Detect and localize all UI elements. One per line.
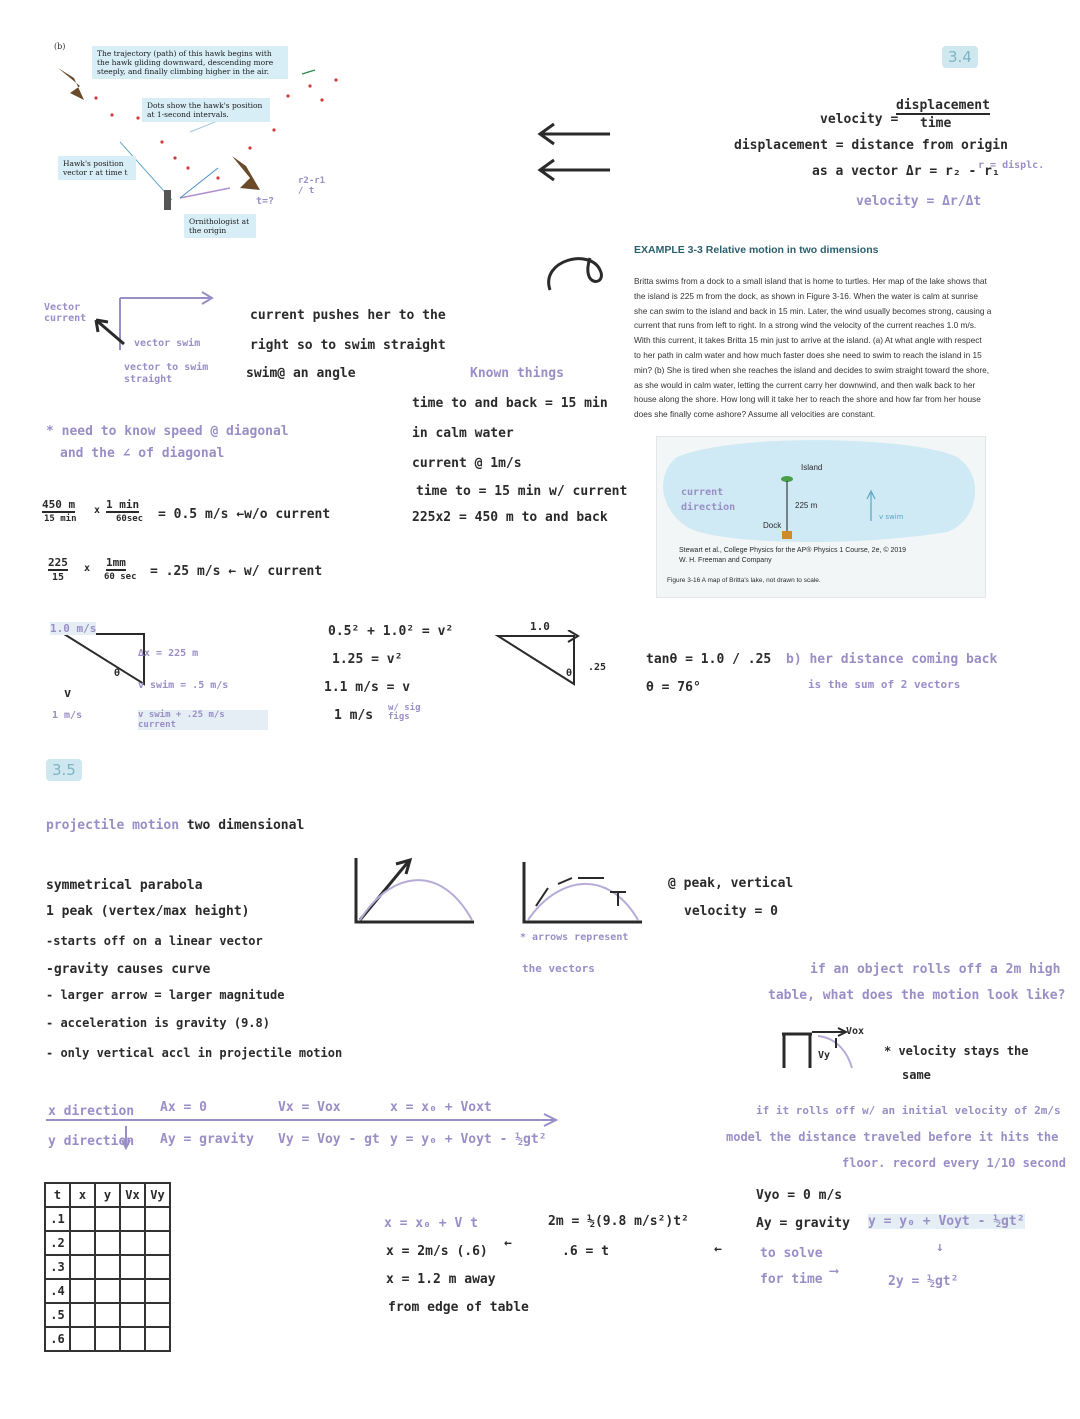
hawk-icon-left — [58, 68, 84, 100]
vector-delta-r: as a vector Δr = r₂ - r₁ — [812, 164, 1000, 179]
hawk-icon-middle — [232, 156, 260, 190]
arrows-note-1: * arrows represent — [520, 932, 629, 943]
bullet-3: -starts off on a linear vector — [46, 934, 263, 948]
pythag-line-1: 0.5² + 1.0² = v² — [328, 624, 454, 639]
vector-swim-label: vector swim — [134, 338, 201, 349]
header-cell: Vx — [120, 1183, 145, 1207]
velocity-label: velocity = — [820, 112, 899, 127]
parabola-sketch-2 — [518, 858, 648, 928]
tri1-vsc: v swim + .25 m/s current — [138, 710, 268, 730]
current-push-line-2: right so to swim straight — [250, 338, 446, 353]
vector-straight-label: vector to swim straight — [124, 362, 209, 385]
caption-dots: Dots show the hawk's position at 1-second intervals. — [142, 98, 270, 122]
arrow-left-1: ← — [504, 1236, 512, 1251]
given-2: Ay = gravity — [756, 1216, 850, 1231]
vy-label: Vy — [818, 1050, 831, 1061]
fig-credit-1: Stewart et al., College Physics for the AP® Physics 1 Course, 2e, © 2019 — [679, 547, 907, 554]
connector-arrows — [530, 120, 620, 300]
bullet-1: symmetrical parabola — [46, 878, 203, 893]
fig-dock-label: Dock — [763, 521, 782, 530]
tri2-theta: θ — [566, 668, 573, 679]
given-5: y = y₀ + Voyt - ½gt² — [868, 1214, 1025, 1229]
example-title: EXAMPLE 3-3 Relative motion in two dimensions — [634, 244, 879, 256]
x-direction: x direction — [48, 1104, 135, 1119]
example-line: as she would in calm water, letting the current carry her downwind, and then walk back to her — [634, 379, 976, 390]
table-row — [45, 1231, 170, 1255]
peak-note-2: velocity = 0 — [684, 904, 778, 919]
tri2-top: 1.0 — [530, 620, 550, 633]
time-cell: .2 — [45, 1231, 70, 1255]
parabola-sketch-1 — [350, 852, 480, 932]
part-b-line-1: b) her distance coming back — [786, 652, 998, 667]
fig-distance-label: 225 m — [795, 501, 818, 510]
angle-line-2: θ = 76° — [646, 680, 701, 695]
velocity-same-1: * velocity stays the — [884, 1044, 1029, 1058]
given-6: 2y = ½gt² — [888, 1274, 959, 1289]
example-line: to her path in calm water and how much faster does she need to swim to reach the island in 15 — [634, 349, 982, 360]
example-line: min? (b) She is tired when she reaches the island and decides to swim straight toward the shore, — [634, 364, 990, 375]
ornithologist-icon — [164, 190, 171, 210]
calc2-num: 225 — [48, 556, 68, 569]
table-row — [45, 1279, 170, 1303]
time-cell: .5 — [45, 1303, 70, 1327]
dock-icon — [782, 531, 792, 539]
panel-label: (b) — [54, 42, 66, 51]
tri2-side: .25 — [588, 662, 607, 673]
known-line-4: time to = 15 min w/ current — [416, 484, 628, 499]
arrow-right: ⟶ — [830, 1264, 838, 1279]
heading-purple: projectile motion — [46, 818, 180, 833]
current-push-line-1: current pushes her to the — [250, 308, 446, 323]
tri1-top: 1.0 m/s — [50, 622, 97, 635]
header-cell: Vy — [145, 1183, 170, 1207]
section-badge-3-5: 3.5 — [46, 759, 82, 781]
solve-line-2: x = 2m/s (.6) — [386, 1244, 488, 1259]
example-line: Britta swims from a dock to a small island that is home to turtles. Her map of the lake shows that — [634, 276, 987, 286]
calc2-den: 15 — [52, 572, 65, 583]
pythag-note: w/ sig figs — [388, 703, 421, 722]
calc1-den: 15 min — [44, 514, 77, 524]
example-line: does she finally come ashore? Assume all velocities are constant. — [634, 409, 876, 420]
example-line: house along the shore. How long will it take her to reach the shore and how far from her house — [634, 394, 981, 405]
table-question-2: table, what does the motion look like? — [768, 988, 1066, 1003]
curl-arrow-icon — [549, 258, 602, 290]
known-line-3: current @ 1m/s — [412, 456, 522, 471]
bullet-7: - only vertical accl in projectile motion — [46, 1046, 343, 1060]
y-eq: y = y₀ + Voyt - ½gt² — [390, 1132, 547, 1147]
bullet-2: 1 peak (vertex/max height) — [46, 904, 250, 919]
tri1-dx: Δx = 225 m — [138, 648, 199, 659]
calc1-mul: x — [94, 505, 101, 516]
table-row — [45, 1207, 170, 1231]
tri1-v: v — [64, 686, 72, 700]
angle-line-1: tanθ = 1.0 / .25 — [646, 652, 772, 667]
triangle2-diagram — [494, 630, 607, 690]
y-direction: y direction — [48, 1134, 135, 1149]
lake-figure — [656, 436, 986, 598]
caption-position-vector: Hawk's position vector r at time t — [58, 156, 136, 180]
fig-island-label: Island — [801, 463, 823, 472]
velocity-denominator: time — [920, 116, 952, 131]
solve-line-1: x = x₀ + V t — [384, 1216, 478, 1231]
calc1-num2: 1 min — [106, 498, 140, 511]
x-eq: x = x₀ + Voxt — [390, 1100, 492, 1115]
velocity-numerator: displacement — [896, 98, 990, 113]
solve-eq-1: 2m = ½(9.8 m/s²)t² — [548, 1214, 689, 1229]
velocity-same-2: same — [902, 1068, 931, 1082]
arrow-down: ↓ — [936, 1240, 944, 1255]
example-body — [634, 274, 1014, 422]
vx-eq: Vx = Vox — [278, 1100, 341, 1115]
velocity-dr-dt: velocity = Δr/Δt — [856, 194, 982, 209]
hawk-figure — [40, 38, 340, 248]
need-to-know-1: * need to know speed @ diagonal — [46, 424, 289, 439]
model-line-2: model the distance traveled before it hits the — [726, 1130, 1059, 1144]
known-things-title: Known things — [470, 366, 564, 381]
fig-caption: Figure 3-16 A map of Britta's lake, not drawn to scale. — [667, 577, 821, 584]
need-to-know-2: and the ∠ of diagonal — [60, 446, 225, 461]
arrows-note-2: the vectors — [522, 962, 595, 975]
tri1-left: 1 m/s — [52, 710, 83, 721]
calc2-den2: 60 sec — [104, 572, 137, 582]
calc1-den2: 60sec — [116, 514, 144, 524]
ay-eq: Ay = gravity — [160, 1132, 254, 1147]
current-push-line-3: swim@ an angle — [246, 366, 356, 381]
model-line-3: floor. record every 1/10 second — [842, 1156, 1066, 1170]
vox-label: Vox — [846, 1026, 865, 1037]
given-3: to solve — [760, 1246, 823, 1261]
bullet-6: - acceleration is gravity (9.8) — [46, 1016, 270, 1030]
solve-line-4: from edge of table — [388, 1300, 529, 1315]
data-table — [44, 1182, 171, 1352]
known-line-5: 225x2 = 450 m to and back — [412, 510, 608, 525]
table-row — [45, 1303, 170, 1327]
pythag-line-4: 1 m/s — [334, 708, 374, 723]
calc1-num: 450 m — [42, 498, 76, 511]
caption-trajectory: The trajectory (path) of this hawk begins with the hawk gliding downward, descending more steeply, and finally climbing higher in the air. — [92, 46, 288, 79]
displacement-definition: displacement = distance from origin — [734, 138, 1008, 153]
section-badge-3-4: 3.4 — [942, 46, 978, 68]
given-1: Vyo = 0 m/s — [756, 1188, 843, 1203]
table-header-row — [45, 1183, 170, 1207]
table-row — [45, 1327, 170, 1351]
time-cell: .6 — [45, 1327, 70, 1351]
known-line-1: time to and back = 15 min — [412, 396, 608, 411]
peak-note-1: @ peak, vertical — [668, 876, 794, 891]
pythag-line-3: 1.1 m/s = v — [324, 680, 411, 695]
fig-credit-2: W. H. Freeman and Company — [679, 557, 772, 564]
known-line-2: in calm water — [412, 426, 514, 441]
bullet-4: -gravity causes curve — [46, 962, 211, 977]
solve-eq-2: .6 = t — [562, 1244, 609, 1259]
note-frac: r2-r1 / t — [298, 176, 326, 196]
calc1-result: = 0.5 m/s ←w/o current — [158, 507, 331, 522]
tri1-vswim: v swim = .5 m/s — [138, 680, 229, 691]
calc2-mul: x — [84, 563, 91, 574]
displacement-side-note: r = displc. — [978, 160, 1045, 171]
fig-current-direction: current direction — [681, 487, 736, 513]
table-question-1: if an object rolls off a 2m high — [810, 962, 1061, 977]
model-line-1: if it rolls off w/ an initial velocity of 2m/s — [756, 1104, 1061, 1117]
projectile-heading — [46, 818, 304, 833]
fig-vswim-label: v swim — [879, 513, 904, 521]
solve-line-3: x = 1.2 m away — [386, 1272, 496, 1287]
table-row — [45, 1255, 170, 1279]
arrow-left-icon — [540, 124, 610, 180]
example-line: current that runs from left to right. In a strong wind the velocity of the current reaches 1.0 m/s. — [634, 320, 977, 331]
caption-origin: Ornithologist at the origin — [184, 214, 256, 238]
header-cell: y — [95, 1183, 120, 1207]
arrow-left-2: ← — [714, 1242, 722, 1257]
pythag-line-2: 1.25 = v² — [332, 652, 403, 667]
vector-sketch — [90, 290, 220, 360]
bullet-5: - larger arrow = larger magnitude — [46, 988, 285, 1002]
calc2-num2: 1mm — [106, 556, 126, 569]
part-b-line-2: is the sum of 2 vectors — [808, 678, 961, 691]
header-cell: t — [45, 1183, 70, 1207]
time-cell: .1 — [45, 1207, 70, 1231]
example-line: the island is 225 m from the dock, as shown in Figure 3-16. When the water is calm at sunrise — [634, 290, 979, 301]
vector-current-label: Vector current — [44, 302, 87, 324]
example-line: she can swim to the island and back in 15 min. Later, the wind usually becomes strong, causing a — [634, 305, 992, 316]
header-cell: x — [70, 1183, 95, 1207]
time-cell: .3 — [45, 1255, 70, 1279]
vy-eq: Vy = Voy - gt — [278, 1132, 380, 1147]
given-4: for time — [760, 1272, 823, 1287]
example-line: With this current, it takes Britta 15 min just to arrive at the island. (a) At what angle with respect — [634, 335, 982, 346]
note-t: t=? — [256, 196, 275, 207]
ax-eq: Ax = 0 — [160, 1100, 207, 1115]
heading-dark: two dimensional — [186, 818, 305, 833]
calc2-result: = .25 m/s ← w/ current — [150, 564, 323, 579]
time-cell: .4 — [45, 1279, 70, 1303]
tri1-theta: θ — [114, 668, 121, 679]
